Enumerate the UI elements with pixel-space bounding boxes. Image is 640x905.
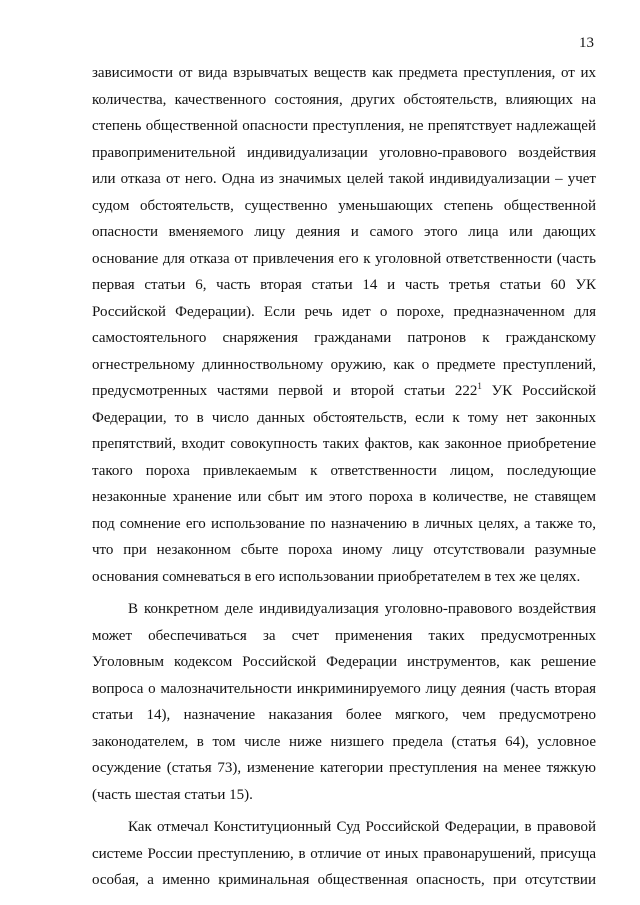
text-line: законодателем, в том числе ниже низшего предела (статья 64), условное: [92, 733, 596, 750]
text-line: основание для отказа от привлечения его к уголовной ответственности (часть: [92, 250, 596, 267]
text-fragment: предусмотренных частями первой и второй статьи 222: [92, 383, 478, 399]
text-line: Федерации, то в число данных обстоятельств, если к тому нет законных: [92, 409, 596, 426]
text-line: (часть шестая статьи 15).: [92, 786, 253, 803]
text-line: самостоятельного снаряжения гражданами патронов к гражданскому: [92, 330, 596, 346]
text-line: под сомнение его использование по назначению в личных целях, а также то,: [92, 515, 596, 532]
document-body: [92, 60, 596, 894]
text-line: Как отмечал Конституционный Суд Российской Федерации, в правовой: [128, 819, 596, 835]
text-fragment: УК Российской: [481, 383, 596, 399]
text-line: вопроса о малозначительности инкриминируемого лицу деяния (часть вторая: [92, 680, 596, 697]
text-line: судом обстоятельств, существенно уменьшающих степень общественной: [92, 197, 596, 214]
text-line: такого пороха привлекаемым к ответственности лицом, последующие: [92, 462, 596, 479]
superscript: 1: [477, 381, 482, 391]
text-line: огнестрельному длинноствольному оружию, как о предмете преступлений,: [92, 356, 596, 373]
text-line: правоприменительной индивидуализации уголовно-правового воздействия: [92, 144, 596, 161]
text-line: что при незаконном сбыте пороха иному лицу отсутствовали разумные: [92, 542, 596, 558]
text-line: количества, качественного состояния, других обстоятельств, влияющих на: [92, 91, 596, 108]
text-line: зависимости от вида взрывчатых веществ как предмета преступления, от их: [92, 65, 596, 81]
text-line: может обеспечиваться за счет применения таких предусмотренных: [92, 627, 596, 644]
text-line: или отказа от него. Одна из значимых целей такой индивидуализации – учет: [92, 171, 596, 187]
paragraph: [92, 596, 596, 808]
text-line: статьи 14), назначение наказания более мягкого, чем предусмотрено: [92, 707, 596, 723]
page-number: 13: [579, 35, 594, 51]
text-line: основания сомневаться в его использовании приобретателем в тех же целях.: [92, 568, 581, 585]
text-line: опасности вменяемого лицу деяния и самого этого лица или дающих: [92, 224, 596, 240]
text-line: осуждение (статья 73), изменение категории преступления на менее тяжкую: [92, 760, 596, 776]
paragraph: [92, 60, 596, 590]
text-line: Уголовным кодексом Российской Федерации инструментов, как решение: [92, 654, 596, 670]
text-line: степень общественной опасности преступления, не препятствует надлежащей: [92, 118, 596, 134]
text-line: препятствий, входит совокупность таких фактов, как законное приобретение: [92, 436, 596, 452]
text-line: незаконные хранение или сбыт им этого пороха в количестве, не ставящем: [92, 489, 596, 505]
text-line: первая статьи 6, часть вторая статьи 14 и часть третья статьи 60 УК: [92, 277, 596, 293]
text-line: В конкретном деле индивидуализация уголовно-правового воздействия: [128, 601, 596, 617]
text-line-with-superscript: [92, 378, 596, 405]
text-line: системе России преступлению, в отличие от иных правонарушений, присуща: [92, 845, 596, 862]
text-line: особая, а именно криминальная общественная опасность, при отсутствии: [92, 872, 596, 888]
text-line: Российской Федерации). Если речь идет о порохе, предназначенном для: [92, 303, 596, 320]
paragraph: [92, 814, 596, 894]
